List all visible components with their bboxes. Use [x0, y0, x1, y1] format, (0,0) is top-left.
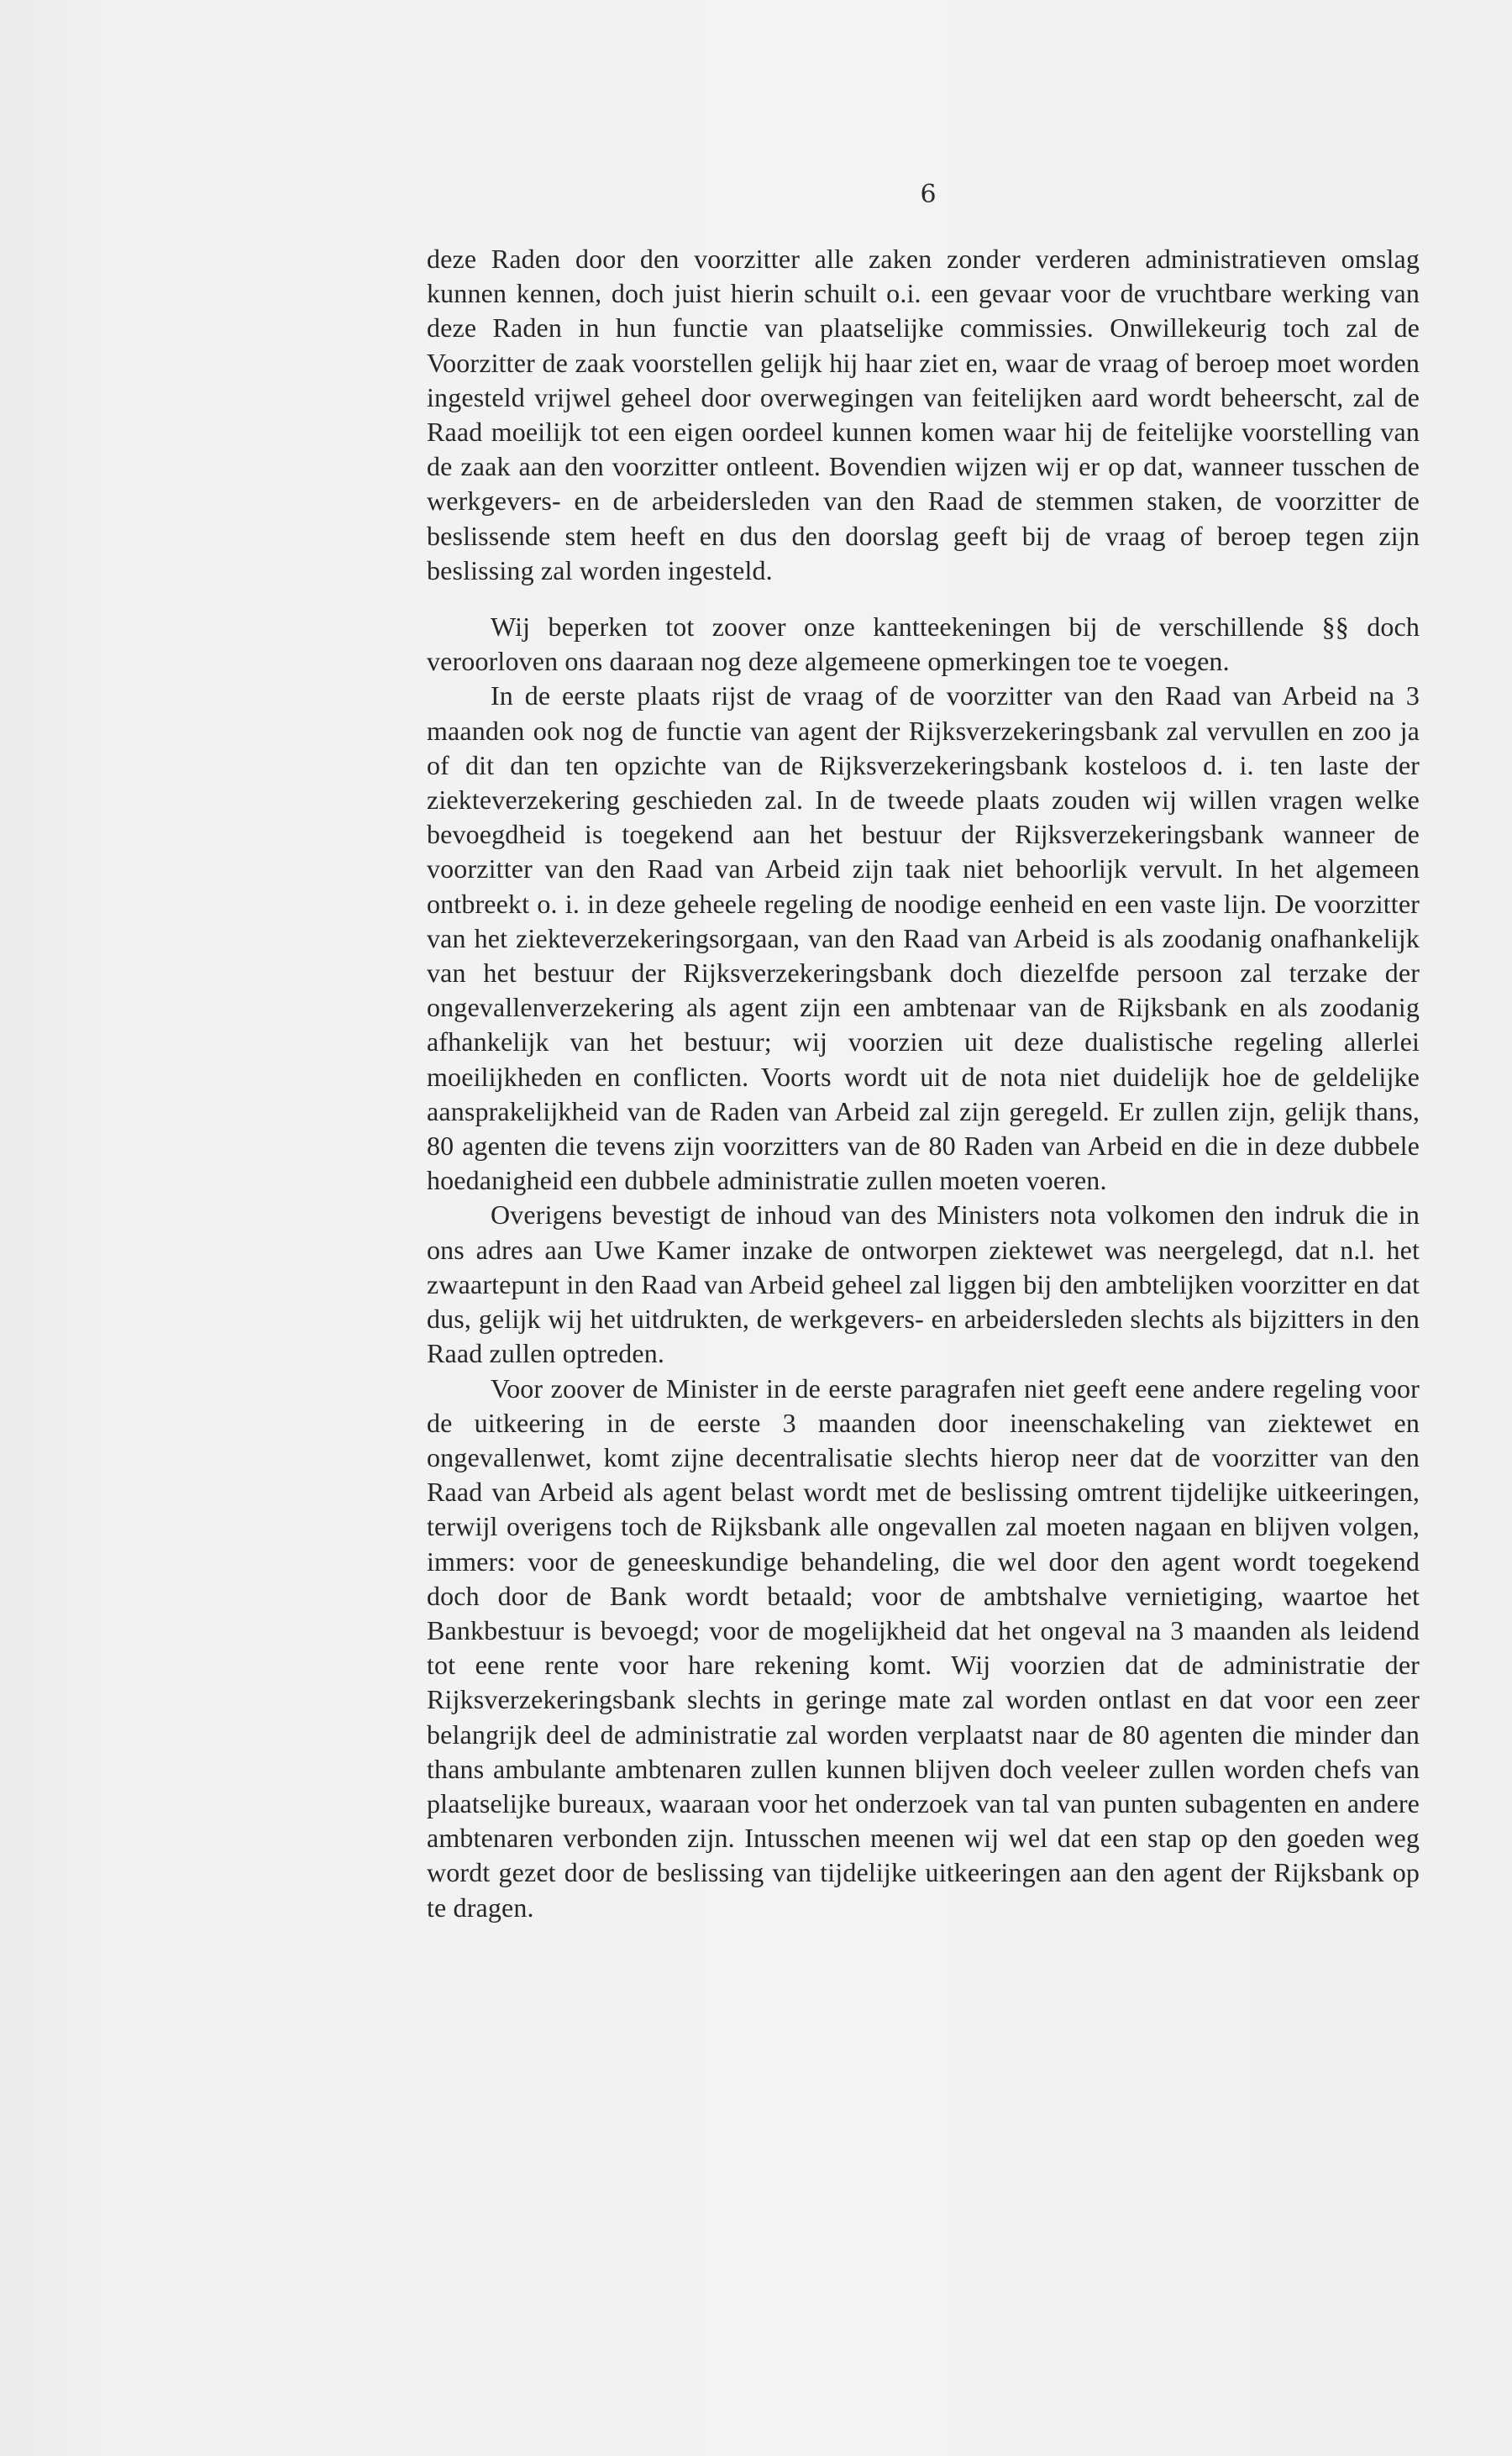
- paragraph-overigens: Overigens bevestigt de inhoud van des Ministers nota volkomen den indruk die in ons adres aan Uwe Kamer inzake de ontworpen ziektewet was neergelegd, dat n.l. het zwaartepunt in den Raad van Arbeid geheel zal liggen bij den ambtelijken voorzitter en dat dus, gelijk wij het uitdrukten, de werkgevers- en arbeidersleden slechts als bijzitters in den Raad zullen optreden.: [427, 1199, 1420, 1369]
- paragraph-kantteekeningen: Wij beperken tot zoover onze kantteekeningen bij de verschillende §§ doch veroorloven ons daaraan nog deze algemeene opmerkingen toe te voegen.: [427, 611, 1420, 677]
- body-text: [427, 242, 1420, 1925]
- page-number: 6: [920, 180, 937, 209]
- paragraph-voor-zoover: Voor zoover de Minister in de eerste paragrafen niet geeft eene andere regeling voor de uitkeering in de eerste 3 maanden door ineenschakeling van ziektewet en ongevallenwet, komt zijne decentralisatie slechts hierop neer dat de voorzitter van den Raad van Arbeid als agent belast wordt met de beslissing omtrent tijdelijke uitkeeringen, terwijl overigens toch de Rijksbank alle ongevallen zal moeten nagaan en blijven volgen, immers: voor de geneeskundige behandeling, die wel door den agent wordt toegekend doch door de Bank wordt betaald; voor de ambtshalve vernietiging, waartoe het Bankbestuur is bevoegd; voor de mogelijkheid dat het ongeval na 3 maanden als leidend tot eene rente voor hare rekening komt. Wij voorzien dat de administratie der Rijksverzekeringsbank slechts in geringe mate zal worden ontlast en dat voor een zeer belangrijk deel de administratie zal worden verplaatst naar de 80 agenten die minder dan thans ambulante ambtenaren zullen kunnen blijven doch veeleer zullen worden chefs van plaatselijke bureaux, waaraan voor het onderzoek van tal van punten subagenten en andere ambtenaren verbonden zijn. Intusschen meenen wij wel dat een stap op den goeden weg wordt gezet door de beslissing van tijdelijke uitkeeringen aan den agent der Rijksbank op te dragen.: [427, 1372, 1420, 1923]
- paragraph-continuation: deze Raden door den voorzitter alle zaken zonder verderen administratieven omslag kunnen kennen, doch juist hierin schuilt o.i. een gevaar voor de vruchtbare werking van deze Raden in hun functie van plaatselijke commissies. Onwillekeurig toch zal de Voorzitter de zaak voorstellen gelijk hij haar ziet en, waar de vraag of beroep moet worden ingesteld vrijwel geheel door overwegingen van feitelijken aard wordt beheerscht, zal de Raad moeilijk tot een eigen oordeel kunnen komen waar hij de feitelijke voorstelling van de zaak aan den voorzitter ontleent. Bovendien wijzen wij er op dat, wanneer tusschen de werkgevers- en de arbeidersleden van den Raad de stemmen staken, de voorzitter de beslissende stem heeft en dus den doorslag geeft bij de vraag of beroep tegen zijn beslissing zal worden ingesteld.: [427, 244, 1420, 585]
- paragraph-eerste-plaats: In de eerste plaats rijst de vraag of de voorzitter van den Raad van Arbeid na 3 maanden ook nog de functie van agent der Rijksverzekeringsbank zal vervullen en zoo ja of dit dan ten opzichte van de Rijksverzekeringsbank kosteloos d. i. ten laste der ziekteverzekering geschieden zal. In de tweede plaats zouden wij willen vragen welke bevoegdheid is toegekend aan het bestuur der Rijksverzekeringsbank wanneer de voorzitter van den Raad van Arbeid zijn taak niet behoorlijk vervult. In het algemeen ontbreekt o. i. in deze geheele regeling de noodige eenheid en een vaste lijn. De voorzitter van het ziekteverzekeringsorgaan, van den Raad van Arbeid is als zoodanig onafhankelijk van het bestuur der Rijksverzekeringsbank doch diezelfde persoon zal terzake der ongevallenverzekering als agent zijn een ambtenaar van de Rijksbank en als zoodanig afhankelijk van het bestuur; wij voorzien uit deze dualistische regeling allerlei moeilijkheden en conflicten. Voorts wordt uit de nota niet duidelijk hoe de geldelijke aansprakelijkheid van de Raden van Arbeid zal zijn geregeld. Er zullen zijn, gelijk thans, 80 agenten die tevens zijn voorzitters van de 80 Raden van Arbeid en die in deze dubbele hoedanigheid een dubbele administratie zullen moeten voeren.: [427, 680, 1420, 1196]
